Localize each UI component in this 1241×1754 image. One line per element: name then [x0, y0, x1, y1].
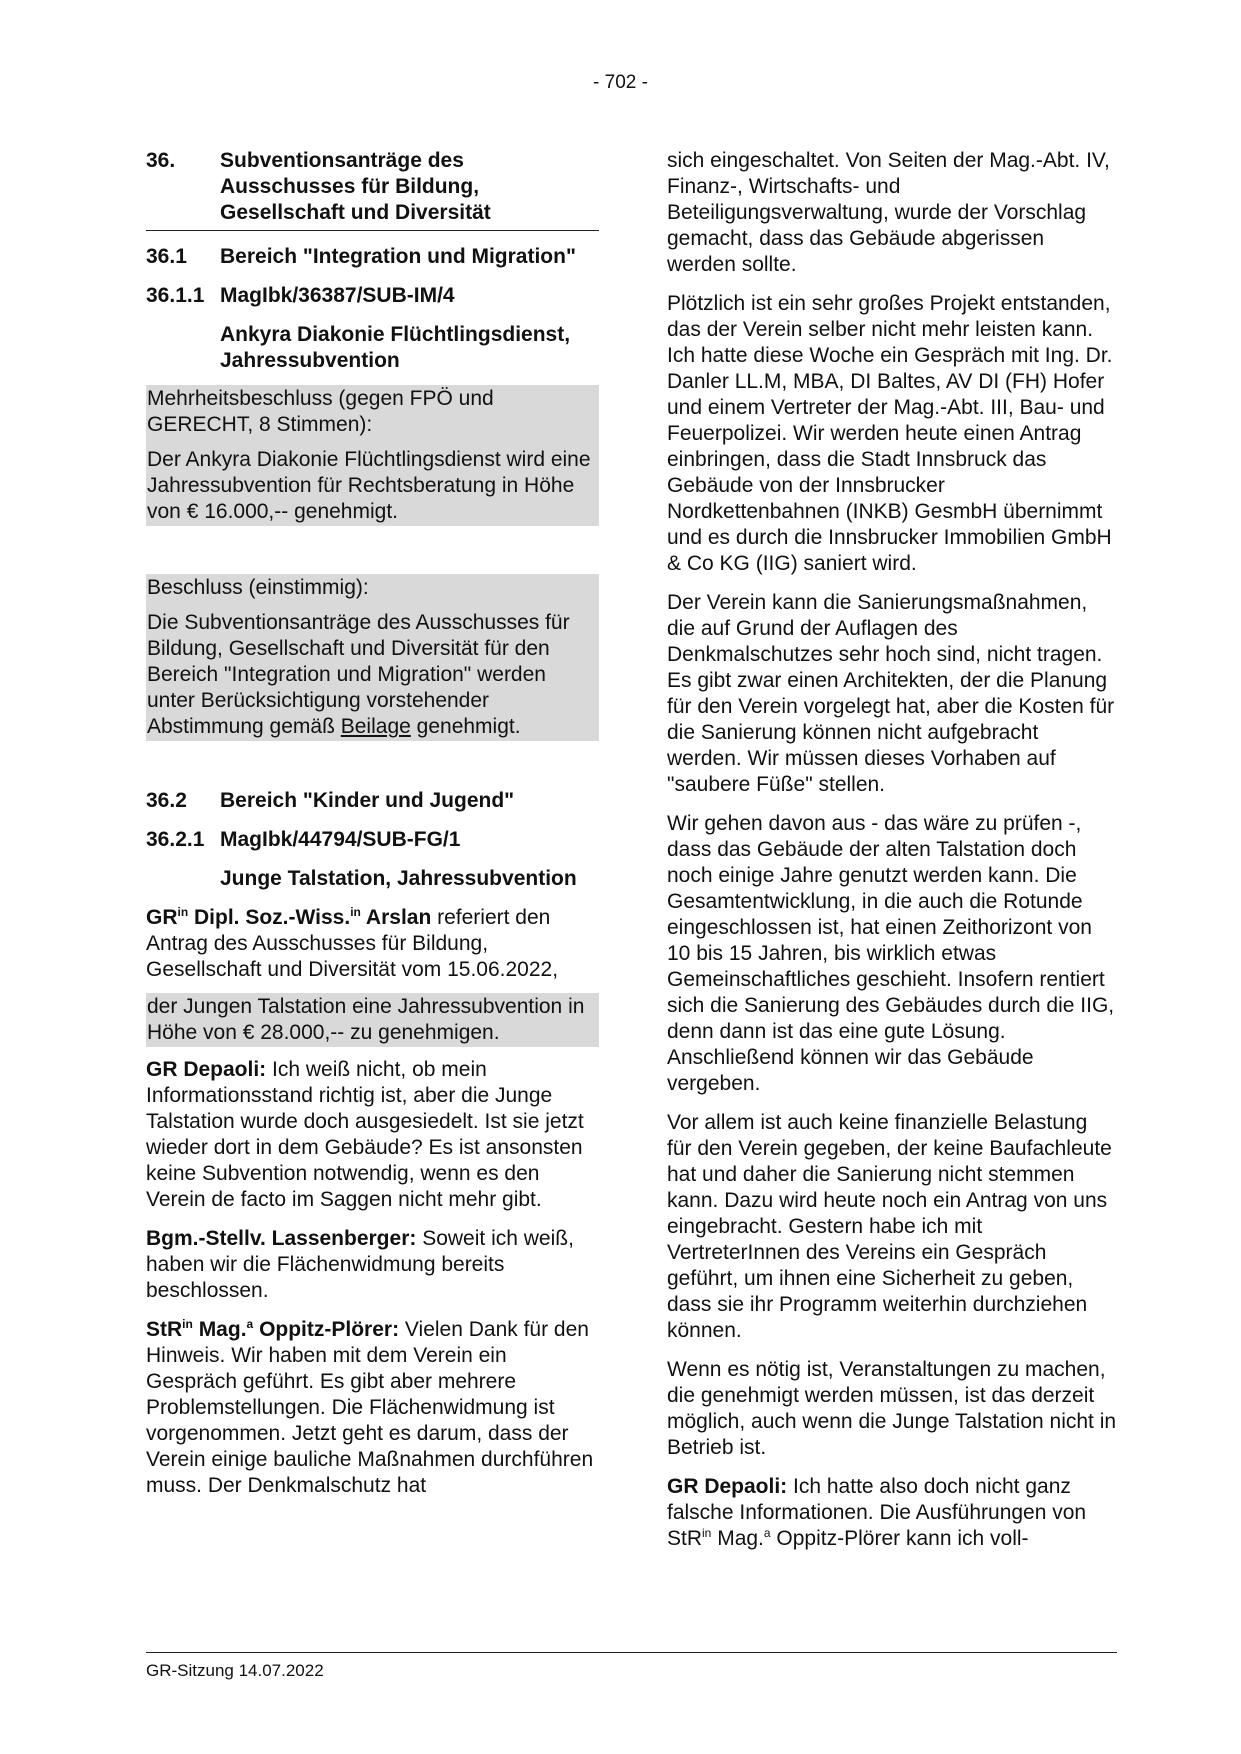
speaker-paragraph-depaoli-2: GR Depaoli: Ich hatte also doch nicht ganz falsche Informationen. Die Ausführungen von StR$^{in}$ Mag.$^a$ Oppitz-Plörer kann ich voll-	[667, 1475, 1087, 1550]
paragraph: sich eingeschaltet. Von Seiten der Mag.-Abt. IV, Finanz-, Wirtschafts- und Beteiligungsverwaltung, wurde der Vorschlag gemacht, dass das Gebäude abgerissen werden sollte.	[667, 149, 1110, 276]
heading-text: Bereich "Kinder und Jugend"	[220, 789, 515, 812]
heading-text: MagIbk/36387/SUB-IM/4	[220, 284, 455, 307]
heading-number: 36.	[146, 149, 176, 172]
item-title: Junge Talstation, Jahressubvention	[220, 867, 577, 890]
footer-text: GR-Sitzung 14.07.2022	[146, 1661, 324, 1680]
heading-text: Bereich "Integration und Migration"	[220, 245, 576, 268]
resolution-text: Die Subventionsanträge des Ausschusses für Bildung, Gesellschaft und Diversität für den Bereich "Integration und Migration" werden unter Berücksichtigung vorstehender Abstimmung gemäß Beilage genehmigt.	[147, 611, 570, 738]
resolution-box-2	[146, 574, 599, 741]
heading-number: 36.1.1	[146, 284, 205, 307]
speaker-paragraph-oppitz-ploerer: StR$^{in}$ Mag.$^a$ Oppitz-Plörer: Vielen Dank für den Hinweis. Wir haben mit dem Verein ein Gespräch geführt. Es gibt aber mehrere Problemstellungen. Die Flächenwidmung ist vorgenommen. Jetzt geht es darum, dass der Verein einige bauliche Maßnahmen durchführen muss. Der Denkmalschutz hat	[146, 1317, 594, 1497]
vote-result: Mehrheitsbeschluss (gegen FPÖ und GERECHT, 8 Stimmen):	[147, 387, 494, 436]
heading-number: 36.2	[146, 789, 187, 812]
footer-divider	[146, 1652, 1117, 1653]
speaker-paragraph-depaoli: GR Depaoli: Ich weiß nicht, ob mein Informationsstand richtig ist, aber die Junge Talstation wurde doch ausgesiedelt. Ist sie jetzt wieder dort in dem Gebäude? Es ist ansonsten keine Subvention notwendig, wenn es den Verein de facto im Saggen nicht mehr gibt.	[146, 1058, 584, 1211]
motion-text: der Jungen Talstation eine Jahressubvention in Höhe von € 28.000,-- zu genehmigen.	[147, 995, 585, 1044]
paragraph: Wir gehen davon aus - das wäre zu prüfen -, dass das Gebäude der alten Talstation doch noch einige Jahre genutzt werden kann. Die Gesamtentwicklung, in die auch die Rotunde eingeschlossen ist, hat einen Zeithorizont von 10 bis 15 Jahren, bis wirklich etwas Gemeinschaftliches geschieht. Insofern rentiert sich die Sanierung des Gebäudes durch die IIG, denn dann ist das eine gute Lösung. Anschließend können wir das Gebäude vergeben.	[667, 812, 1115, 1095]
paragraph: Wenn es nötig ist, Veranstaltungen zu machen, die genehmigt werden müssen, ist das derzeit möglich, auch wenn die Junge Talstation nicht in Betrieb ist.	[667, 1358, 1117, 1459]
section-heading-36-1	[146, 244, 599, 270]
left-column	[146, 148, 599, 1499]
item-title: Ankyra Diakonie Flüchtlingsdienst, Jahressubvention	[220, 323, 571, 372]
section-heading-36-2	[146, 788, 599, 814]
motion-box	[146, 993, 599, 1047]
heading-text: Subventionsanträge des Ausschusses für Bildung, Gesellschaft und Diversität	[220, 149, 491, 224]
resolution-text: Der Ankyra Diakonie Flüchtlingsdienst wird eine Jahressubvention für Rechtsberatung in Höhe von € 16.000,-- genehmigt.	[147, 448, 591, 523]
beilage-link[interactable]: Beilage	[340, 715, 411, 738]
vote-result: Beschluss (einstimmig):	[147, 576, 369, 599]
speaker-paragraph-lassenberger: Bgm.-Stellv. Lassenberger: Soweit ich weiß, haben wir die Flächenwidmung bereits beschlossen.	[146, 1227, 574, 1302]
speaker-name: GR Depaoli:	[667, 1475, 788, 1498]
speaker-name: StR$^{in}$ Mag.$^a$ Oppitz-Plörer:	[146, 1317, 400, 1341]
paragraph: Der Verein kann die Sanierungsmaßnahmen, die auf Grund der Auflagen des Denkmalschutzes sehr hoch sind, nicht tragen. Es gibt zwar einen Architekten, der die Planung für den Verein vorgelegt hat, aber die Kosten für die Sanierung können nicht aufgebracht werden. Wir müssen dieses Vorhaben auf "saubere Füße" stellen.	[667, 591, 1115, 796]
section-heading-36-2-1	[146, 827, 599, 853]
speaker-name: $GR^{in}$ Dipl. Soz.-Wiss.$^{in}$ Arslan	[146, 905, 432, 929]
speaker-name: GR Depaoli:	[146, 1058, 267, 1081]
speaker-paragraph-arslan: $GR^{in}$ Dipl. Soz.-Wiss.$^{in}$ Arslan referiert den Antrag des Ausschusses für Bildung, Gesellschaft und Diversität vom 15.06.2022,	[146, 905, 559, 981]
heading-number: 36.1	[146, 245, 187, 268]
heading-number: 36.2.1	[146, 828, 205, 851]
paragraph: Plötzlich ist ein sehr großes Projekt entstanden, das der Verein selber nicht mehr leisten kann. Ich hatte diese Woche ein Gespräch mit Ing. Dr. Danler LL.M, MBA, DI Baltes, AV DI (FH) Hofer und einem Vertreter der Mag.-Abt. III, Bau- und Feuerpolizei. Wir werden heute einen Antrag einbringen, dass die Stadt Innsbruck das Gebäude von der Innsbrucker Nordkettenbahnen (INKB) GesmbH übernimmt und es durch die Innsbrucker Immobilien GmbH & Co KG (IIG) saniert wird.	[667, 292, 1113, 575]
page-number: - 702 -	[593, 72, 648, 93]
heading-text: MagIbk/44794/SUB-FG/1	[220, 828, 461, 851]
section-heading-36	[146, 148, 599, 231]
right-column	[667, 148, 1117, 1552]
section-heading-36-1-1	[146, 283, 599, 309]
paragraph: Vor allem ist auch keine finanzielle Belastung für den Verein gegeben, der keine Baufachleute hat und daher die Sanierung nicht stemmen kann. Dazu wird heute noch ein Antrag von uns eingebracht. Gestern habe ich mit VertreterInnen des Vereins ein Gespräch geführt, um ihnen eine Sicherheit zu geben, dass sie ihr Programm weiterhin durchziehen können.	[667, 1111, 1112, 1342]
speaker-name: Bgm.-Stellv. Lassenberger:	[146, 1227, 417, 1250]
resolution-box-1	[146, 385, 599, 526]
